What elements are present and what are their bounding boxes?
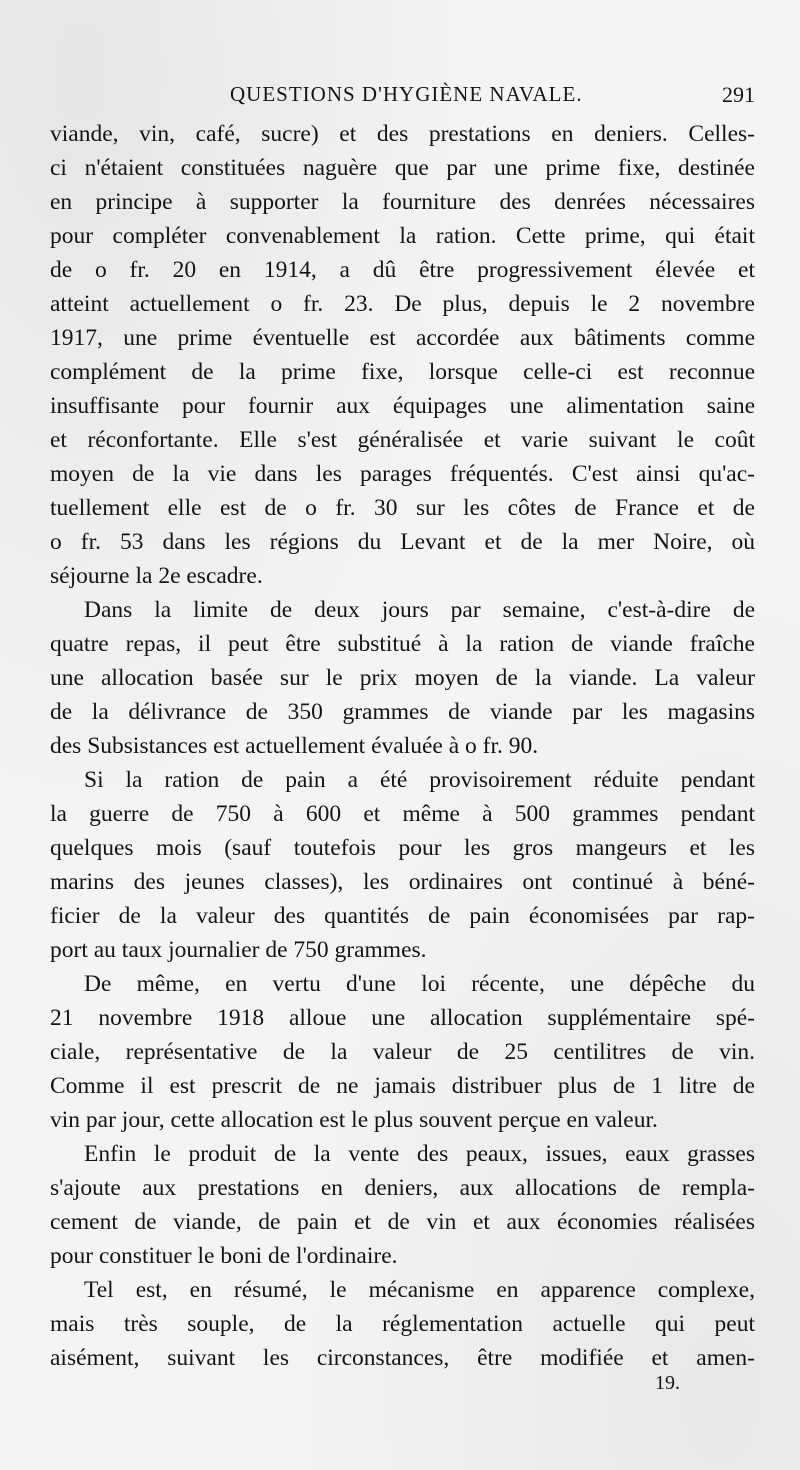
text-line: complément de la prime fixe, lorsque celle-ci est reconnue xyxy=(50,359,755,385)
text-line: viande, vin, café, sucre) et des prestations en deniers. Celles- xyxy=(50,121,755,147)
text-line: tuellement elle est de o fr. 30 sur les côtes de France et de xyxy=(50,495,755,521)
text-line: quatre repas, il peut être substitué à la ration de viande fraîche xyxy=(50,631,755,657)
text-line: ficier de la valeur des quantités de pain économisées par rap- xyxy=(50,903,755,929)
text-line: pour constituer le boni de l'ordinaire. xyxy=(50,1243,398,1269)
text-line: 1917, une prime éventuelle est accordée aux bâtiments comme xyxy=(50,325,755,351)
paragraph-first-line: Dans la limite de deux jours par semaine, c'est-à-dire de xyxy=(84,597,755,623)
text-line: port au taux journalier de 750 grammes. xyxy=(50,937,427,963)
running-title: QUESTIONS D'HYGIÈNE NAVALE. xyxy=(230,82,583,106)
text-line: cement de viande, de pain et de vin et aux économies réalisées xyxy=(50,1209,755,1235)
text-line: aisément, suivant les circonstances, être modifiée et amen- xyxy=(50,1345,755,1371)
text-line: atteint actuellement o fr. 23. De plus, depuis le 2 novembre xyxy=(50,291,755,317)
text-line: 21 novembre 1918 alloue une allocation supplémentaire spé- xyxy=(50,1005,755,1031)
text-line: mais très souple, de la réglementation actuelle qui peut xyxy=(50,1311,755,1337)
text-line: en principe à supporter la fourniture des denrées nécessaires xyxy=(50,189,755,215)
text-line: marins des jeunes classes), les ordinaires ont continué à béné- xyxy=(50,869,755,895)
text-line: ciale, représentative de la valeur de 25 centilitres de vin. xyxy=(50,1039,755,1065)
page-number: 291 xyxy=(722,82,755,107)
paragraph-first-line: De même, en vertu d'une loi récente, une dépêche du xyxy=(84,971,755,997)
text-line: séjourne la 2e escadre. xyxy=(50,563,263,589)
text-line: moyen de la vie dans les parages fréquentés. C'est ainsi qu'ac- xyxy=(50,461,755,487)
text-line: s'ajoute aux prestations en deniers, aux allocations de rempla- xyxy=(50,1175,755,1201)
text-line: quelques mois (sauf toutefois pour les gros mangeurs et les xyxy=(50,835,755,861)
text-line: la guerre de 750 à 600 et même à 500 grammes pendant xyxy=(50,801,755,827)
text-line: insuffisante pour fournir aux équipages une alimentation saine xyxy=(50,393,755,419)
text-line: une allocation basée sur le prix moyen de la viande. La valeur xyxy=(50,665,755,691)
paragraph-first-line: Tel est, en résumé, le mécanisme en apparence complexe, xyxy=(84,1277,755,1303)
text-line: o fr. 53 dans les régions du Levant et de la mer Noire, où xyxy=(50,529,755,555)
text-line: vin par jour, cette allocation est le plus souvent perçue en valeur. xyxy=(50,1107,658,1133)
text-line: ci n'étaient constituées naguère que par une prime fixe, destinée xyxy=(50,155,755,181)
paragraph-first-line: Enfin le produit de la vente des peaux, issues, eaux grasses xyxy=(84,1141,755,1167)
text-line: de o fr. 20 en 1914, a dû être progressivement élevée et xyxy=(50,257,755,283)
paragraph-first-line: Si la ration de pain a été provisoirement réduite pendant xyxy=(84,767,755,793)
text-line: de la délivrance de 350 grammes de viande par les magasins xyxy=(50,699,755,725)
signature-mark: 19. xyxy=(655,1372,680,1394)
text-line: pour compléter convenablement la ration. Cette prime, qui était xyxy=(50,223,755,249)
body-text xyxy=(50,117,755,1375)
running-head xyxy=(50,78,755,112)
text-line: Comme il est prescrit de ne jamais distribuer plus de 1 litre de xyxy=(50,1073,755,1099)
text-line: et réconfortante. Elle s'est généralisée et varie suivant le coût xyxy=(50,427,755,453)
text-line: des Subsistances est actuellement évaluée à o fr. 90. xyxy=(50,733,539,759)
